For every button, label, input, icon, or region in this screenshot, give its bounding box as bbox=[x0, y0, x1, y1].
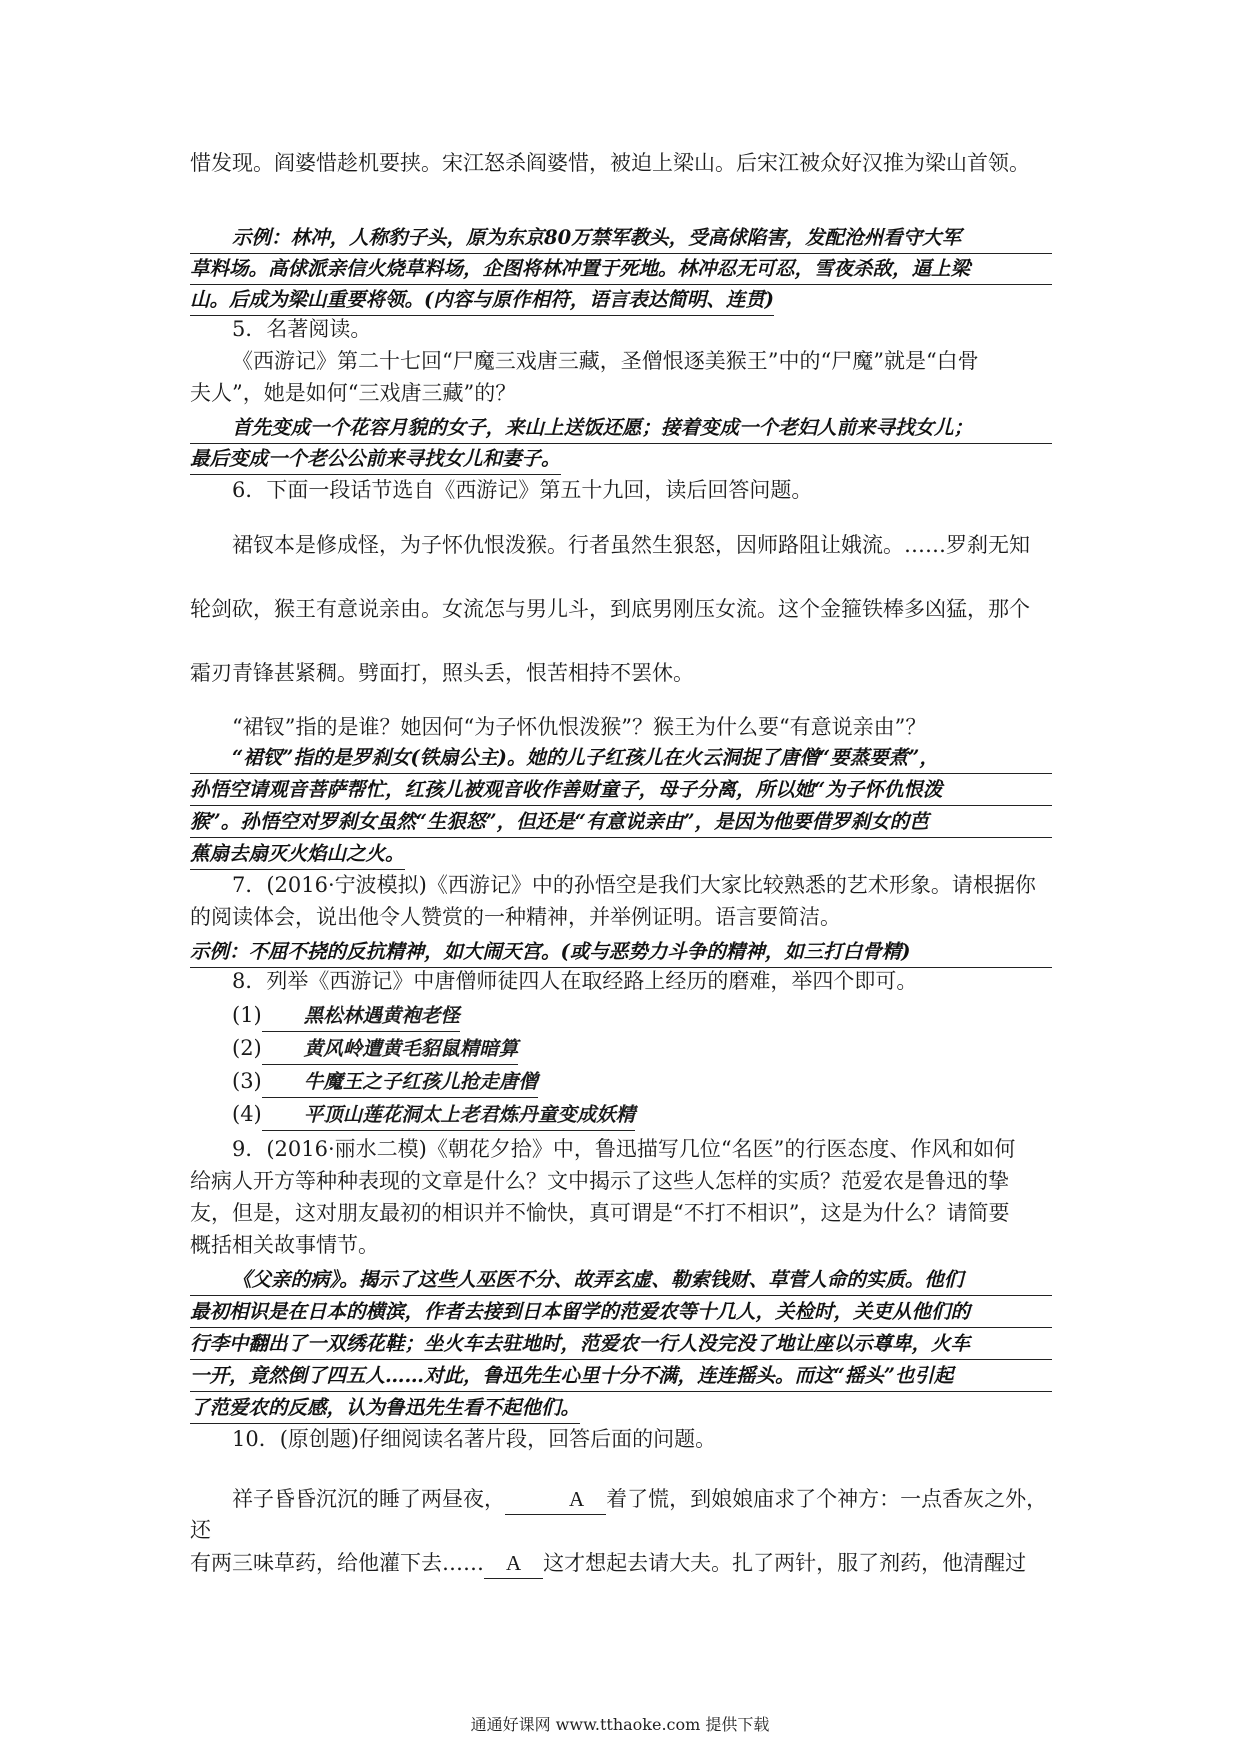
answer-line: “裙钗”指的是罗刹女(铁扇公主)。她的儿子红孩儿在火云洞捉了唐僧“要蒸要煮”， bbox=[190, 742, 1052, 774]
question-6: 6．下面一段话节选自《西游记》第五十九回，读后回答问题。 bbox=[232, 478, 813, 502]
answer-line: 黄风岭遭黄毛貂鼠精暗算 bbox=[262, 1034, 519, 1065]
answer-9-cont bbox=[190, 1328, 1052, 1360]
answer-9 bbox=[190, 1264, 1052, 1296]
item-number: (4) bbox=[232, 1102, 262, 1126]
answer-5 bbox=[190, 412, 1052, 444]
answer-8-item bbox=[190, 1099, 1052, 1131]
answer-6-cont bbox=[190, 806, 1052, 838]
page-footer: 通通好课网 www.tthaoke.com 提供下载 bbox=[470, 1715, 770, 1734]
answer-line: 蕉扇去扇灭火焰山之火。 bbox=[190, 838, 405, 870]
answer-line: 行李中翻出了一双绣花鞋；坐火车去驻地时，范爱农一行人没完没了地让座以示尊卑，火车 bbox=[190, 1328, 1052, 1360]
answer-8-item bbox=[190, 1033, 1052, 1065]
answer-line: 最初相识是在日本的横滨，作者去接到日本留学的范爱农等十几人，关检时，关吏从他们的 bbox=[190, 1296, 1052, 1328]
answer-5-cont bbox=[190, 443, 1052, 475]
item-number: (1) bbox=[232, 1003, 262, 1027]
passage-text: 有两三味草药，给他灌下去…… bbox=[190, 1551, 484, 1575]
answer-line: 山。后成为梁山重要将领。(内容与原作相符，语言表达简明、连贯) bbox=[190, 284, 774, 316]
question-9: 9．(2016·丽水二模)《朝花夕拾》中，鲁迅描写几位“名医”的行医态度、作风和如何 bbox=[232, 1137, 1016, 1161]
question-7: 7．(2016·宁波模拟)《西游记》中的孙悟空是我们大家比较熟悉的艺术形象。请根据你 bbox=[232, 873, 1036, 897]
answer-line: 示例：不屈不挠的反抗精神，如大闹天宫。(或与恶势力斗争的精神，如三打白骨精) bbox=[190, 936, 1052, 968]
answer-line: 猴”。孙悟空对罗刹女虽然“生狠怒”，但还是“有意说亲由”，是因为他要借罗刹女的芭 bbox=[190, 806, 1052, 838]
answer-line: 最后变成一个老公公前来寻找女儿和妻子。 bbox=[190, 443, 561, 475]
passage-text: 祥子昏昏沉沉的睡了两昼夜， bbox=[232, 1487, 505, 1511]
passage-6: 裙钗本是修成怪，为子怀仇恨泼猴。行者虽然生狠怒，因师路阻让娥流。……罗刹无知 bbox=[232, 533, 1030, 557]
question-5: 5．名著阅读。 bbox=[232, 317, 372, 341]
question-9-text: 友，但是，这对朋友最初的相识并不愉快，真可谓是“不打不相识”，这是为什么？请简要 bbox=[190, 1201, 1010, 1225]
item-number: (2) bbox=[232, 1036, 262, 1060]
answer-6 bbox=[190, 742, 1052, 774]
answer-line: 平顶山莲花洞太上老君炼丹童变成妖精 bbox=[262, 1100, 636, 1131]
answer-line: 草料场。高俅派亲信火烧草料场，企图将林冲置于死地。林冲忍无可忍，雪夜杀敌，逼上梁 bbox=[190, 253, 1052, 285]
question-6-text: “裙钗”指的是谁？她因何“为子怀仇恨泼猴”？猴王为什么要“有意说亲由”？ bbox=[232, 715, 927, 739]
answer-9-cont bbox=[190, 1392, 1052, 1424]
blank-a: A bbox=[505, 1484, 606, 1515]
answer-line: 孙悟空请观音菩萨帮忙，红孩儿被观音收作善财童子，母子分离，所以她“为子怀仇恨泼 bbox=[190, 774, 1052, 806]
passage-10 bbox=[190, 1548, 1052, 1579]
answer-8-item bbox=[190, 1066, 1052, 1098]
question-9-text: 给病人开方等种种表现的文章是什么？文中揭示了这些人怎样的实质？范爱农是鲁迅的挚 bbox=[190, 1169, 1009, 1193]
item-number: (3) bbox=[232, 1069, 262, 1093]
answer-9-cont bbox=[190, 1296, 1052, 1328]
question-8: 8．列举《西游记》中唐僧师徒四人在取经路上经历的磨难，举四个即可。 bbox=[232, 969, 918, 993]
story-line: 惜发现。阎婆惜趁机要挟。宋江怒杀阎婆惜，被迫上梁山。后宋江被众好汉推为梁山首领。 bbox=[190, 151, 1030, 175]
answer-6-cont bbox=[190, 774, 1052, 806]
answer-line: 首先变成一个花容月貌的女子，来山上送饭还愿；接着变成一个老妇人前来寻找女儿； bbox=[190, 412, 1052, 444]
passage-6: 霜刃青锋甚紧稠。劈面打，照头丢，恨苦相持不罢休。 bbox=[190, 661, 694, 685]
answer-4-cont bbox=[190, 284, 1052, 316]
answer-4-cont bbox=[190, 253, 1052, 285]
answer-8-item bbox=[190, 1000, 1052, 1032]
passage-10 bbox=[190, 1484, 1052, 1545]
passage-text: 着了慌，到娘娘庙求了个神方：一点香灰之外，还 bbox=[190, 1487, 1048, 1542]
answer-6-cont bbox=[190, 838, 1052, 870]
answer-4 bbox=[190, 222, 1052, 254]
answer-line: 牛魔王之子红孩儿抢走唐僧 bbox=[262, 1067, 538, 1098]
question-9-text: 概括相关故事情节。 bbox=[190, 1233, 379, 1257]
question-10: 10．(原创题)仔细阅读名著片段，回答后面的问题。 bbox=[232, 1427, 717, 1451]
answer-7 bbox=[190, 936, 1052, 968]
question-5-text: 夫人”，她是如何“三戏唐三藏”的？ bbox=[190, 381, 517, 405]
passage-text: 这才想起去请大夫。扎了两针，服了剂药，他清醒过 bbox=[543, 1551, 1027, 1575]
answer-line: 《父亲的病》。揭示了这些人巫医不分、故弄玄虚、勒索钱财、草菅人命的实质。他们 bbox=[190, 1264, 1052, 1296]
answer-line: 了范爱农的反感，认为鲁迅先生看不起他们。 bbox=[190, 1392, 580, 1424]
blank-a: A bbox=[484, 1548, 543, 1579]
question-7-text: 的阅读体会，说出他令人赞赏的一种精神，并举例证明。语言要简洁。 bbox=[190, 905, 841, 929]
answer-line: 黑松林遇黄袍老怪 bbox=[262, 1001, 460, 1032]
answer-9-cont bbox=[190, 1360, 1052, 1392]
answer-line: 一开，竟然倒了四五人……对此，鲁迅先生心里十分不满，连连摇头。而这“摇头”也引起 bbox=[190, 1360, 1052, 1392]
answer-line: 示例：林冲，人称豹子头，原为东京80万禁军教头，受高俅陷害，发配沧州看守大军 bbox=[190, 222, 1052, 254]
question-5-text: 《西游记》第二十七回“尸魔三戏唐三藏，圣僧恨逐美猴王”中的“尸魔”就是“白骨 bbox=[232, 349, 979, 373]
passage-6: 轮剑砍，猴王有意说亲由。女流怎与男儿斗，到底男刚压女流。这个金箍铁棒多凶猛，那个 bbox=[190, 597, 1030, 621]
